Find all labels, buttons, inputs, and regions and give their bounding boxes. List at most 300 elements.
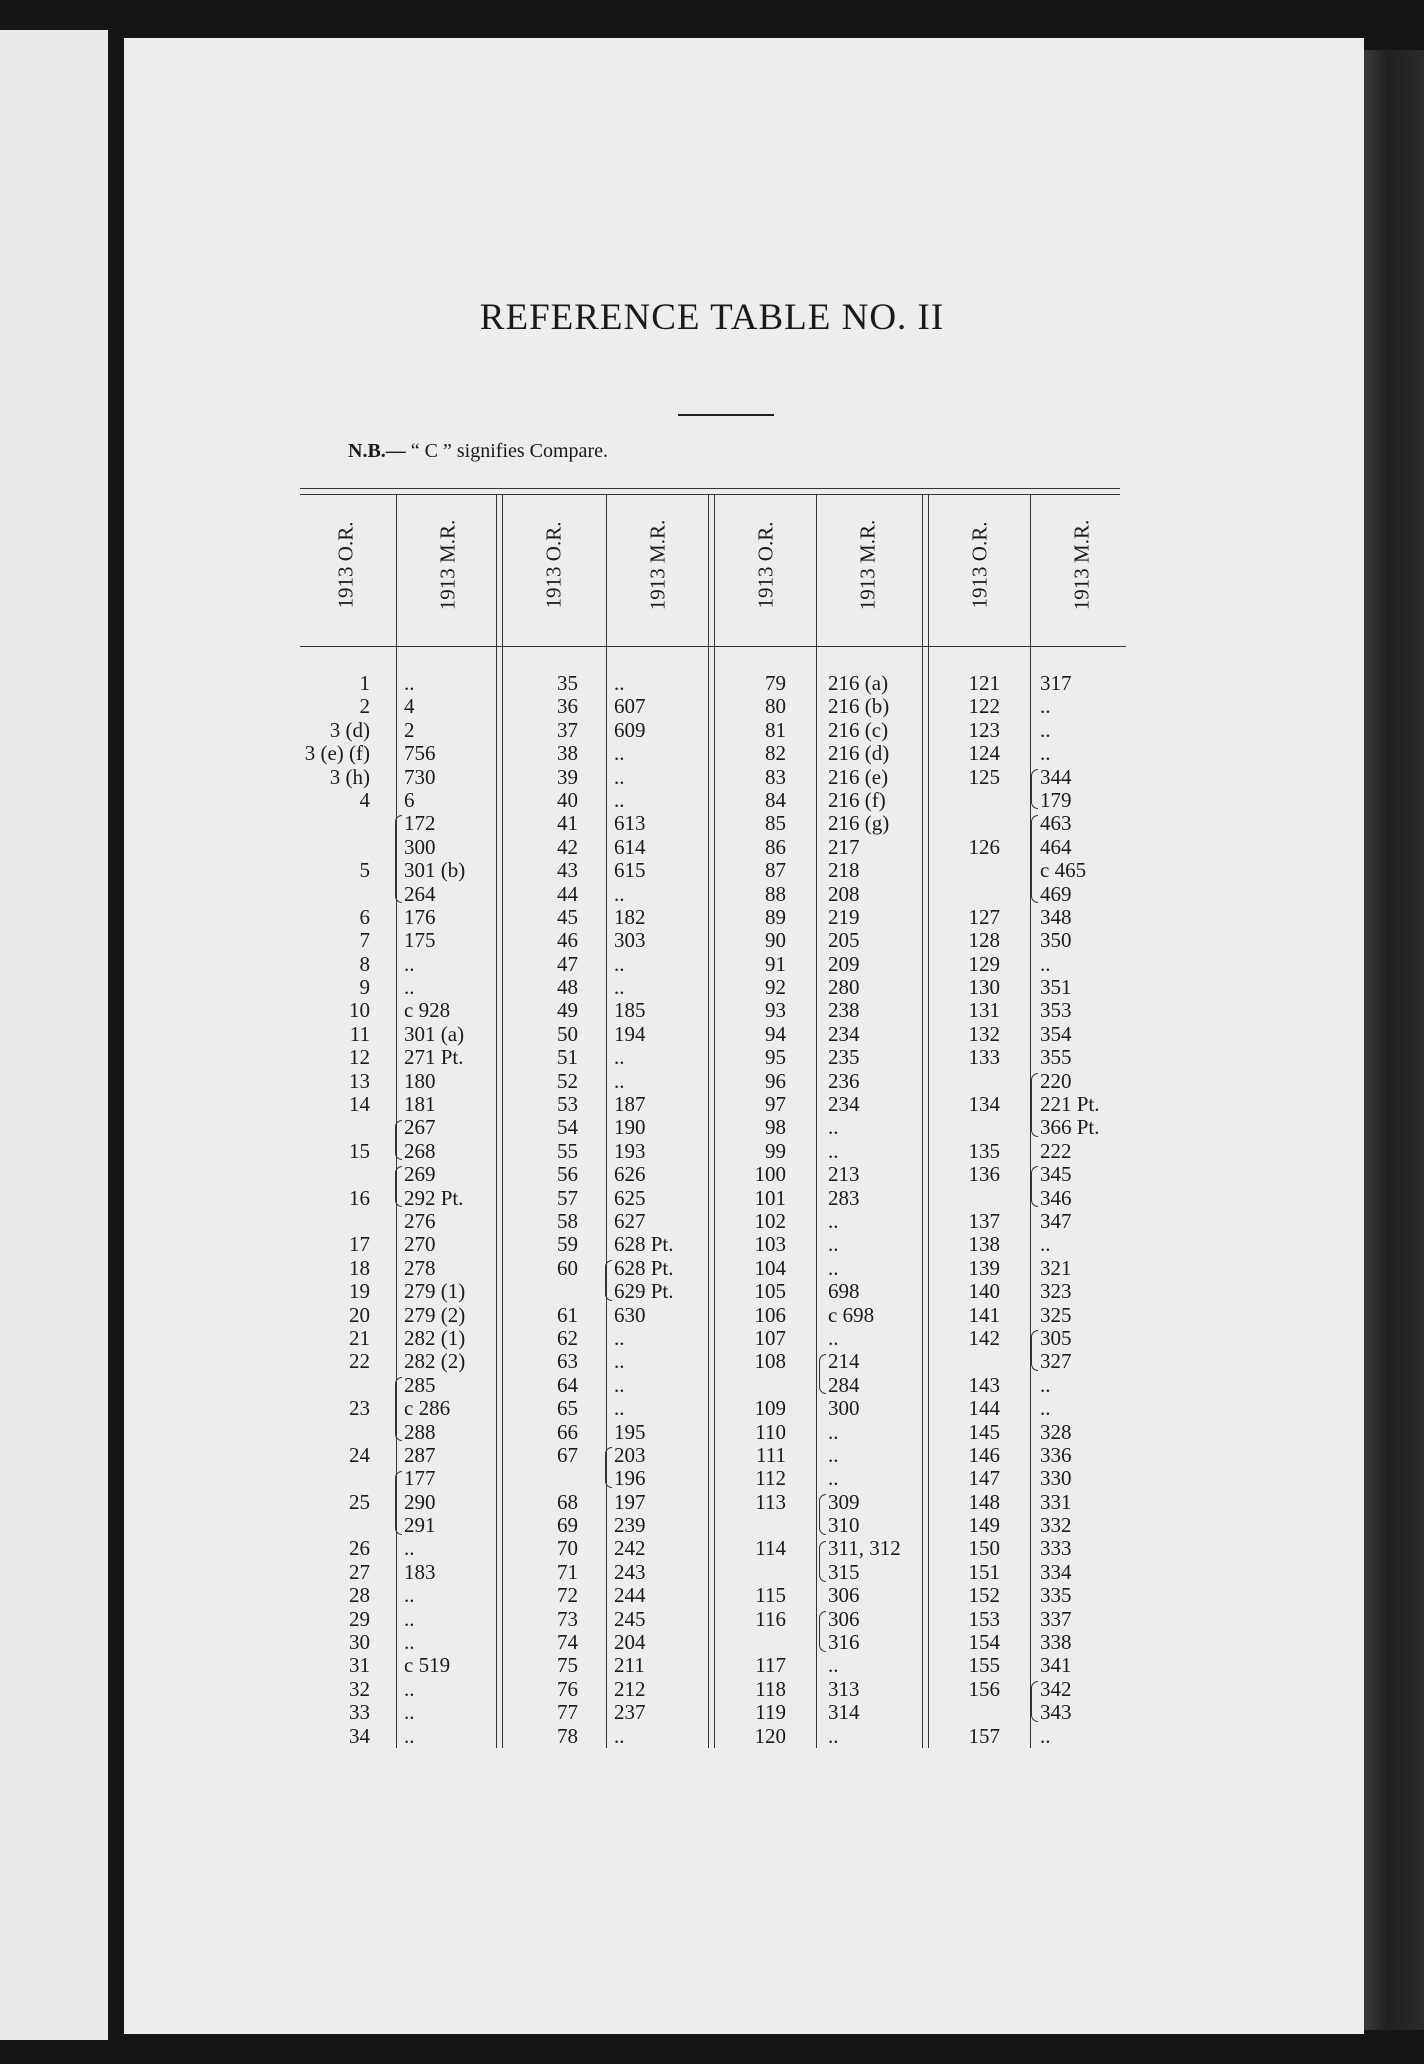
table-cell: 76 — [557, 1676, 578, 1701]
table-cell: 39 — [557, 764, 578, 789]
table-cell: .. — [1040, 1232, 1051, 1257]
table-cell: 282 (1) — [404, 1325, 466, 1350]
table-cell: 134 — [968, 1092, 1000, 1117]
table-cell: .. — [614, 975, 625, 1000]
table-cell: 268 — [404, 1138, 436, 1163]
table-cell: .. — [614, 671, 625, 695]
brace — [1031, 1681, 1038, 1722]
table-cell: 6 — [359, 904, 370, 929]
table-cell — [936, 1350, 1000, 1373]
table-cell: 204 — [614, 1630, 646, 1655]
table-cell: 305 — [1040, 1325, 1072, 1350]
table-cell — [300, 1163, 370, 1186]
table-cell: 2 — [359, 694, 370, 719]
table-cell: 347 — [1040, 1208, 1072, 1233]
table-cell: 78 — [557, 1723, 578, 1748]
table-cell: 31 — [349, 1653, 370, 1678]
brace — [1031, 769, 1038, 810]
table-cell: 111 — [756, 1442, 786, 1467]
block-divider — [922, 494, 923, 1748]
table-cell: 323 — [1040, 1279, 1072, 1304]
table-cell: 350 — [1040, 928, 1072, 953]
table-cell: .. — [1040, 694, 1051, 719]
block4-or-column — [936, 672, 1000, 1748]
table-cell: 243 — [614, 1559, 646, 1584]
table-cell: 342 — [1040, 1676, 1072, 1701]
brace — [395, 1377, 402, 1441]
table-cell: .. — [404, 1583, 415, 1608]
table-cell: 82 — [765, 741, 786, 766]
table-cell: 354 — [1040, 1021, 1072, 1046]
table-cell: 20 — [349, 1302, 370, 1327]
table-cell: .. — [404, 1723, 415, 1748]
table-cell: 124 — [968, 741, 1000, 766]
table-cell: 10 — [349, 998, 370, 1023]
table-cell: 43 — [557, 858, 578, 883]
table-cell: 698 — [828, 1279, 860, 1304]
table-cell: 59 — [557, 1232, 578, 1257]
column-header: 1913 M.R. — [435, 519, 460, 611]
table-cell: 18 — [349, 1255, 370, 1280]
table-cell: 15 — [349, 1138, 370, 1163]
table-cell: .. — [404, 1700, 415, 1725]
table-cell: 13 — [349, 1068, 370, 1093]
table-cell: 156 — [968, 1676, 1000, 1701]
table-cell: 179 — [1040, 787, 1072, 812]
table-cell — [936, 1701, 1000, 1724]
table-cell — [510, 1467, 578, 1490]
brace — [819, 1541, 826, 1582]
column-header: 1913 M.R. — [1069, 519, 1094, 611]
page-title: REFERENCE TABLE NO. II — [479, 297, 945, 338]
table-cell — [300, 836, 370, 859]
table-cell: 23 — [349, 1396, 370, 1421]
table-cell: 113 — [755, 1489, 786, 1514]
table-cell: 150 — [968, 1536, 1000, 1561]
table-cell: c 519 — [404, 1653, 451, 1678]
table-cell: 300 — [828, 1396, 860, 1421]
table-cell: 366 Pt. — [1040, 1115, 1100, 1140]
table-cell: 102 — [754, 1208, 786, 1233]
brace — [819, 1494, 826, 1535]
table-cell: 36 — [557, 694, 578, 719]
table-cell: c 928 — [404, 998, 451, 1023]
table-cell: 85 — [765, 811, 786, 836]
table-cell: 88 — [765, 881, 786, 906]
table-cell: 628 Pt. — [614, 1232, 674, 1257]
table-cell: 37 — [557, 717, 578, 742]
table-cell: 118 — [755, 1676, 786, 1701]
table-cell: 60 — [557, 1255, 578, 1280]
note — [348, 440, 608, 463]
brace — [605, 1447, 612, 1488]
table-cell: 8 — [359, 951, 370, 976]
table-cell: 609 — [614, 717, 646, 742]
table-cell: .. — [614, 1372, 625, 1397]
table-cell: 279 (1) — [404, 1279, 466, 1304]
table-cell: 309 — [828, 1489, 860, 1514]
table-cell — [936, 1070, 1000, 1093]
table-cell: 71 — [557, 1559, 578, 1584]
table-cell: 321 — [1040, 1255, 1072, 1280]
table-cell: 328 — [1040, 1419, 1072, 1444]
table-cell: .. — [1040, 951, 1051, 976]
table-cell: 122 — [968, 694, 1000, 719]
table-cell: 615 — [614, 858, 646, 883]
table-cell: 107 — [754, 1325, 786, 1350]
table-cell: 317 — [1040, 671, 1072, 695]
table-cell: 115 — [755, 1583, 786, 1608]
table-cell: 21 — [349, 1325, 370, 1350]
table-cell: 628 Pt. — [614, 1255, 674, 1280]
table-cell: 41 — [557, 811, 578, 836]
table-cell: 351 — [1040, 975, 1072, 1000]
table-cell: 75 — [557, 1653, 578, 1678]
column-header: 1913 O.R. — [333, 521, 358, 609]
table-cell: 205 — [828, 928, 860, 953]
table-cell: 288 — [404, 1419, 436, 1444]
table-cell: 144 — [968, 1396, 1000, 1421]
table-cell: .. — [1040, 741, 1051, 766]
table-cell: 30 — [349, 1630, 370, 1655]
table-cell: .. — [828, 1442, 839, 1467]
table-cell: 613 — [614, 811, 646, 836]
table-cell: 74 — [557, 1630, 578, 1655]
column-divider — [606, 494, 607, 1748]
table-cell: 235 — [828, 1045, 860, 1070]
table-cell: 86 — [765, 834, 786, 859]
table-cell: 220 — [1040, 1068, 1072, 1093]
table-cell: .. — [404, 951, 415, 976]
table-cell: 40 — [557, 787, 578, 812]
table-cell: .. — [404, 1536, 415, 1561]
table-cell: 49 — [557, 998, 578, 1023]
table-cell: 346 — [1040, 1185, 1072, 1210]
table-cell — [936, 859, 1000, 882]
table-cell: 4 — [404, 694, 415, 719]
table-cell: .. — [828, 1723, 839, 1748]
table-cell: 106 — [754, 1302, 786, 1327]
table-cell: 245 — [614, 1606, 646, 1631]
brace — [1031, 815, 1038, 903]
table-cell: .. — [614, 1396, 625, 1421]
table-cell: 152 — [968, 1583, 1000, 1608]
table-cell: 130 — [968, 975, 1000, 1000]
table-cell: 311, 312 — [828, 1536, 901, 1561]
table-cell: 242 — [614, 1536, 646, 1561]
table-cell: 238 — [828, 998, 860, 1023]
table-cell: 55 — [557, 1138, 578, 1163]
table-cell: 63 — [557, 1349, 578, 1374]
table-cell: 69 — [557, 1513, 578, 1538]
table-cell: 285 — [404, 1372, 436, 1397]
table-cell: 301 (b) — [404, 858, 466, 883]
table-cell: 234 — [828, 1092, 860, 1117]
table-cell: .. — [404, 1676, 415, 1701]
table-cell: 336 — [1040, 1442, 1072, 1467]
table-cell: .. — [614, 951, 625, 976]
table-cell: 222 — [1040, 1138, 1072, 1163]
table-cell: 216 (d) — [828, 741, 890, 766]
table-cell: 3 (h) — [329, 764, 370, 789]
table-cell: 80 — [765, 694, 786, 719]
table-cell: 216 (f) — [828, 787, 886, 812]
table-cell: .. — [614, 787, 625, 812]
table-cell: 68 — [557, 1489, 578, 1514]
table-cell: 51 — [557, 1045, 578, 1070]
table-cell: 216 (e) — [828, 764, 889, 789]
table-cell: 216 (c) — [828, 717, 889, 742]
brace — [1031, 1073, 1038, 1137]
table-cell: 93 — [765, 998, 786, 1023]
brace — [395, 815, 402, 903]
table-cell: 300 — [404, 834, 436, 859]
table-cell — [722, 1374, 786, 1397]
table-cell: 153 — [968, 1606, 1000, 1631]
table-cell — [300, 1116, 370, 1139]
table-cell: 276 — [404, 1208, 436, 1233]
table-cell: 607 — [614, 694, 646, 719]
table-cell: 24 — [349, 1442, 370, 1467]
table-cell: 334 — [1040, 1559, 1072, 1584]
table-cell: 125 — [968, 764, 1000, 789]
table-cell — [300, 812, 370, 835]
table-cell — [936, 1116, 1000, 1139]
block1-mr-column — [404, 672, 492, 1748]
block-divider — [708, 494, 709, 1748]
table-cell: 234 — [828, 1021, 860, 1046]
table-cell: 70 — [557, 1536, 578, 1561]
header-bottom-rule — [300, 646, 1126, 647]
table-cell: 4 — [359, 787, 370, 812]
table-cell: 128 — [968, 928, 1000, 953]
table-top-rule — [300, 488, 1120, 489]
table-cell: 327 — [1040, 1349, 1072, 1374]
table-cell: 9 — [359, 975, 370, 1000]
block2-mr-column — [614, 672, 704, 1748]
table-cell: 279 (2) — [404, 1302, 466, 1327]
block-divider — [496, 494, 497, 1748]
table-cell: 181 — [404, 1092, 436, 1117]
table-cell: 627 — [614, 1208, 646, 1233]
table-cell: 73 — [557, 1606, 578, 1631]
table-cell: 345 — [1040, 1162, 1072, 1187]
table-cell: 348 — [1040, 904, 1072, 929]
table-cell: 284 — [828, 1372, 860, 1397]
table-cell: 112 — [755, 1466, 786, 1491]
table-cell: 218 — [828, 858, 860, 883]
table-cell: 28 — [349, 1583, 370, 1608]
table-cell — [300, 1421, 370, 1444]
table-cell: 203 — [614, 1442, 646, 1467]
table-cell: 315 — [828, 1559, 860, 1584]
column-header: 1913 O.R. — [753, 521, 778, 609]
table-cell: 2 — [404, 717, 415, 742]
table-cell: 217 — [828, 834, 860, 859]
table-cell: 280 — [828, 975, 860, 1000]
table-cell: 756 — [404, 741, 436, 766]
table-cell: 338 — [1040, 1630, 1072, 1655]
table-cell: 287 — [404, 1442, 436, 1467]
table-cell: 132 — [968, 1021, 1000, 1046]
table-cell: 147 — [968, 1466, 1000, 1491]
table-cell: 463 — [1040, 811, 1072, 836]
table-cell: 110 — [755, 1419, 786, 1444]
table-cell: 313 — [828, 1676, 860, 1701]
table-cell: 135 — [968, 1138, 1000, 1163]
table-cell: 137 — [968, 1208, 1000, 1233]
table-cell: 127 — [968, 904, 1000, 929]
table-cell: .. — [614, 1325, 625, 1350]
table-cell — [936, 1187, 1000, 1210]
table-cell: .. — [614, 1349, 625, 1374]
table-cell: 333 — [1040, 1536, 1072, 1561]
block-divider — [928, 494, 929, 1748]
brace — [819, 1611, 826, 1652]
table-cell: 219 — [828, 904, 860, 929]
table-cell: 271 Pt. — [404, 1045, 464, 1070]
table-cell: 35 — [557, 671, 578, 695]
brace — [395, 1166, 402, 1207]
table-cell: .. — [828, 1325, 839, 1350]
table-cell: 32 — [349, 1676, 370, 1701]
table-cell: 209 — [828, 951, 860, 976]
table-cell: 83 — [765, 764, 786, 789]
table-cell: 133 — [968, 1045, 1000, 1070]
table-cell: .. — [1040, 1372, 1051, 1397]
table-cell: .. — [614, 764, 625, 789]
table-cell: 98 — [765, 1115, 786, 1140]
table-cell: 97 — [765, 1092, 786, 1117]
table-cell: 177 — [404, 1466, 436, 1491]
table-cell: 5 — [359, 858, 370, 883]
table-cell: 239 — [614, 1513, 646, 1538]
table-cell: 121 — [968, 671, 1000, 695]
table-cell: 6 — [404, 787, 415, 812]
table-cell: 81 — [765, 717, 786, 742]
table-cell: 355 — [1040, 1045, 1072, 1070]
table-cell: 58 — [557, 1208, 578, 1233]
table-cell: 148 — [968, 1489, 1000, 1514]
table-cell: 332 — [1040, 1513, 1072, 1538]
table-cell: 278 — [404, 1255, 436, 1280]
table-cell: 7 — [359, 928, 370, 953]
table-cell: 216 (b) — [828, 694, 890, 719]
table-cell: 314 — [828, 1700, 860, 1725]
table-cell — [510, 1280, 578, 1303]
table-cell: 94 — [765, 1021, 786, 1046]
table-cell: 123 — [968, 717, 1000, 742]
table-cell — [300, 1467, 370, 1490]
table-cell: 136 — [968, 1162, 1000, 1187]
table-cell: 25 — [349, 1489, 370, 1514]
table-cell: 325 — [1040, 1302, 1072, 1327]
table-cell: 330 — [1040, 1466, 1072, 1491]
table-cell: 208 — [828, 881, 860, 906]
table-cell: .. — [614, 1723, 625, 1748]
table-cell: .. — [614, 741, 625, 766]
table-cell: 614 — [614, 834, 646, 859]
table-cell: .. — [404, 975, 415, 1000]
table-cell: 464 — [1040, 834, 1072, 859]
table-cell: 11 — [349, 1021, 370, 1046]
table-cell: 139 — [968, 1255, 1000, 1280]
table-cell: 331 — [1040, 1489, 1072, 1514]
table-cell: 267 — [404, 1115, 436, 1140]
table-cell: 306 — [828, 1583, 860, 1608]
table-cell: 84 — [765, 787, 786, 812]
table-cell: 19 — [349, 1279, 370, 1304]
table-cell: 626 — [614, 1162, 646, 1187]
table-cell: 283 — [828, 1185, 860, 1210]
table-cell: 129 — [968, 951, 1000, 976]
table-cell: 282 (2) — [404, 1349, 466, 1374]
table-cell: 730 — [404, 764, 436, 789]
table-cell: .. — [1040, 1723, 1051, 1748]
table-cell: 310 — [828, 1513, 860, 1538]
table-cell — [936, 812, 1000, 835]
table-cell: 89 — [765, 904, 786, 929]
table-cell — [722, 1631, 786, 1654]
table-cell: 29 — [349, 1606, 370, 1631]
table-cell: 221 Pt. — [1040, 1092, 1100, 1117]
table-cell: 72 — [557, 1583, 578, 1608]
table-cell: .. — [404, 1606, 415, 1631]
table-cell: .. — [828, 1208, 839, 1233]
table-cell: 95 — [765, 1045, 786, 1070]
table-cell: 103 — [754, 1232, 786, 1257]
table-cell: 57 — [557, 1185, 578, 1210]
table-cell: 119 — [755, 1700, 786, 1725]
table-cell: c 286 — [404, 1396, 451, 1421]
table-cell: 3 (d) — [329, 717, 370, 742]
table-cell: 149 — [968, 1513, 1000, 1538]
table-cell: 96 — [765, 1068, 786, 1093]
brace — [395, 1120, 402, 1161]
brace — [1031, 1166, 1038, 1207]
table-cell: .. — [828, 1138, 839, 1163]
table-cell: 193 — [614, 1138, 646, 1163]
table-cell: 52 — [557, 1068, 578, 1093]
table-cell: 138 — [968, 1232, 1000, 1257]
table-cell: 16 — [349, 1185, 370, 1210]
table-cell: 46 — [557, 928, 578, 953]
table-cell: 48 — [557, 975, 578, 1000]
table-cell: 155 — [968, 1653, 1000, 1678]
table-cell: 154 — [968, 1630, 1000, 1655]
table-cell: 42 — [557, 834, 578, 859]
table-cell: .. — [1040, 717, 1051, 742]
table-cell: 54 — [557, 1115, 578, 1140]
table-cell: .. — [828, 1115, 839, 1140]
table-cell: 44 — [557, 881, 578, 906]
table-cell: 195 — [614, 1419, 646, 1444]
block3-mr-column — [828, 672, 918, 1748]
table-cell: 197 — [614, 1489, 646, 1514]
block4-mr-column — [1040, 672, 1130, 1748]
table-cell: 45 — [557, 904, 578, 929]
table-cell: 104 — [754, 1255, 786, 1280]
table-cell: 22 — [349, 1349, 370, 1374]
table-cell: .. — [828, 1419, 839, 1444]
table-cell: 190 — [614, 1115, 646, 1140]
table-cell: 237 — [614, 1700, 646, 1725]
table-cell — [300, 1210, 370, 1233]
table-cell: 180 — [404, 1068, 436, 1093]
table-cell: 12 — [349, 1045, 370, 1070]
table-cell: .. — [828, 1466, 839, 1491]
table-cell: .. — [614, 1045, 625, 1070]
